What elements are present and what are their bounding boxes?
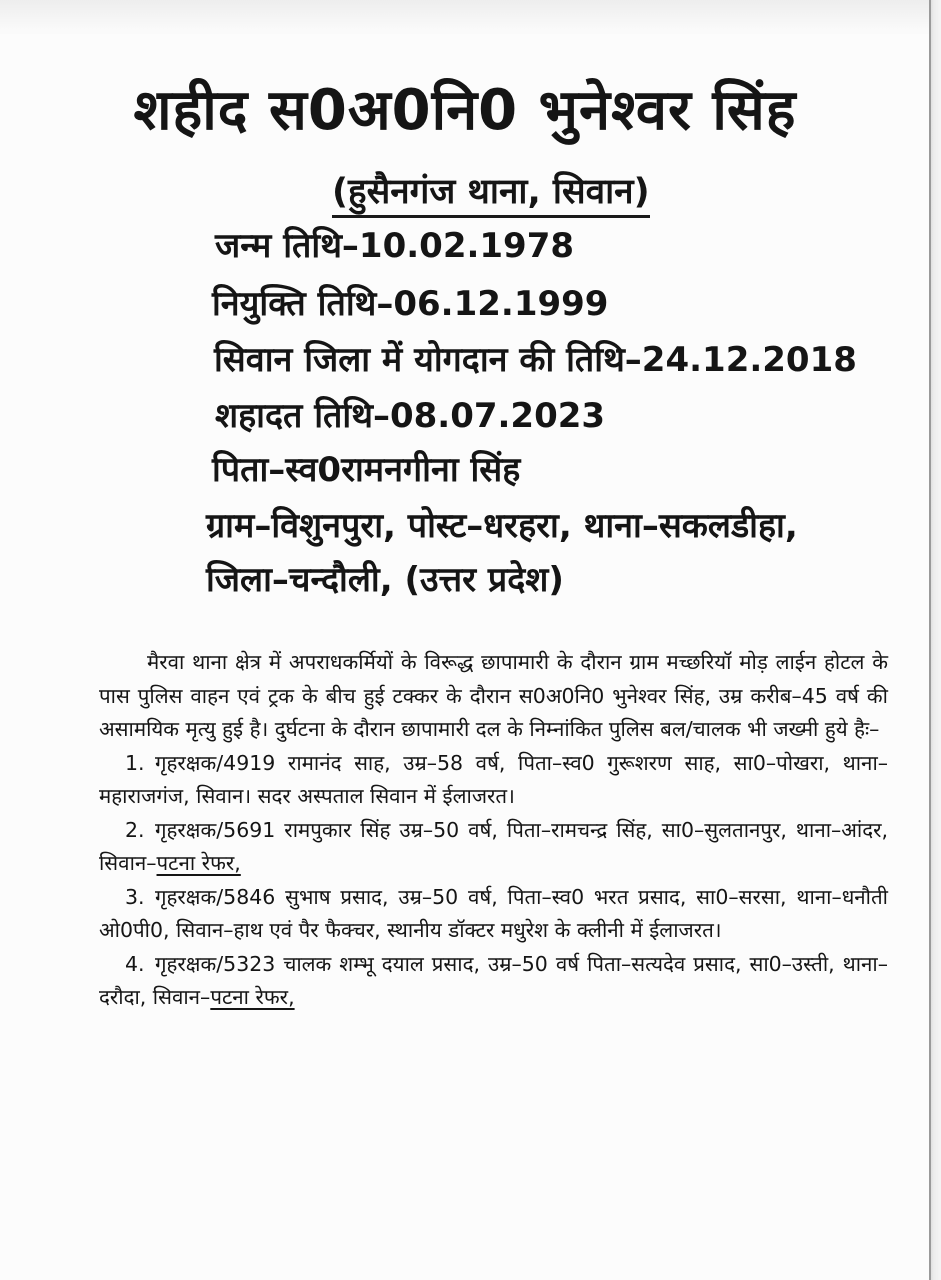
address-district-line: जिला–चन्दौली, (उत्तर प्रदेश) (206, 560, 564, 600)
item-number: 1. (125, 750, 145, 775)
appointment-date-line: नियुक्ति तिथि–06.12.1999 (212, 284, 609, 324)
siwan-joining-date-line: सिवान जिला में योगदान की तिथि–24.12.2018 (214, 340, 857, 380)
item-referral-underlined: पटना रेफर, (156, 851, 241, 875)
list-item (99, 881, 888, 948)
item-number: 3. (125, 884, 145, 909)
address-village-line: ग्राम–विशुनपुरा, पोस्ट–धरहरा, थाना–सकलडीहा, (206, 506, 798, 546)
item-text: गृहरक्षक/4919 रामानंद साह, उम्र–58 वर्ष, पिता–स्व0 गुरूशरण साह, सा0–पोखरा, थाना–महाराजगंज, सिवान। सदर अस्पताल सिवान में ईलाजरत। (99, 750, 888, 808)
item-number: 2. (125, 817, 145, 842)
incident-paragraph: मैरवा थाना क्षेत्र में अपराधकर्मियों के विरूद्ध छापामारी के दौरान ग्राम मच्छरियॉ मोड़ लाईन होटल के पास पुलिस वाहन एवं ट्रक के बीच हुई टक्कर के दौरान स0अ0नि0 भुनेश्वर सिंह, उम्र करीब–45 वर्ष की असामयिक मृत्यु हुई है। दुर्घटना के दौरान छापामारी दल के निम्नांकित पुलिस बल/चालक भी जख्मी हुये हैः– (99, 650, 888, 741)
list-item (99, 948, 888, 1015)
item-text: गृहरक्षक/5323 चालक शम्भू दयाल प्रसाद, उम्र–50 वर्ष पिता–सत्यदेव प्रसाद, सा0–उस्ती, थाना–दरौदा, सिवान– (99, 951, 888, 1009)
injured-list (99, 747, 888, 1015)
document-page (0, 34, 930, 1280)
page-title: शहीद स0अ0नि0 भुनेश्वर सिंह (133, 78, 797, 143)
item-text: गृहरक्षक/5846 सुभाष प्रसाद, उम्र–50 वर्ष, पिता–स्व0 भरत प्रसाद, सा0–सरसा, थाना–धनौती ओ0पी0, सिवान–हाथ एवं पैर फैक्चर, स्थानीय डॉक्टर मधुरेश के क्लीनी में ईलाजरत। (99, 884, 888, 942)
item-referral-underlined: पटना रेफर, (210, 985, 295, 1009)
document-body (99, 646, 888, 1015)
page-edge-shadow (929, 0, 941, 1280)
page-subtitle: (हुसैनगंज थाना, सिवान) (332, 170, 650, 218)
item-text: गृहरक्षक/5691 रामपुकार सिंह उम्र–50 वर्ष, पिता–रामचन्द्र सिंह, सा0–सुलतानपुर, थाना–आंदर, सिवान– (99, 817, 888, 875)
martyrdom-date-line: शहादत तिथि–08.07.2023 (215, 396, 606, 436)
list-item (99, 814, 888, 881)
list-item (99, 747, 888, 814)
item-number: 4. (125, 951, 145, 976)
father-name-line: पिता–स्व0रामनगीना सिंह (212, 450, 521, 490)
birth-date-line: जन्म तिथि–10.02.1978 (215, 226, 575, 266)
